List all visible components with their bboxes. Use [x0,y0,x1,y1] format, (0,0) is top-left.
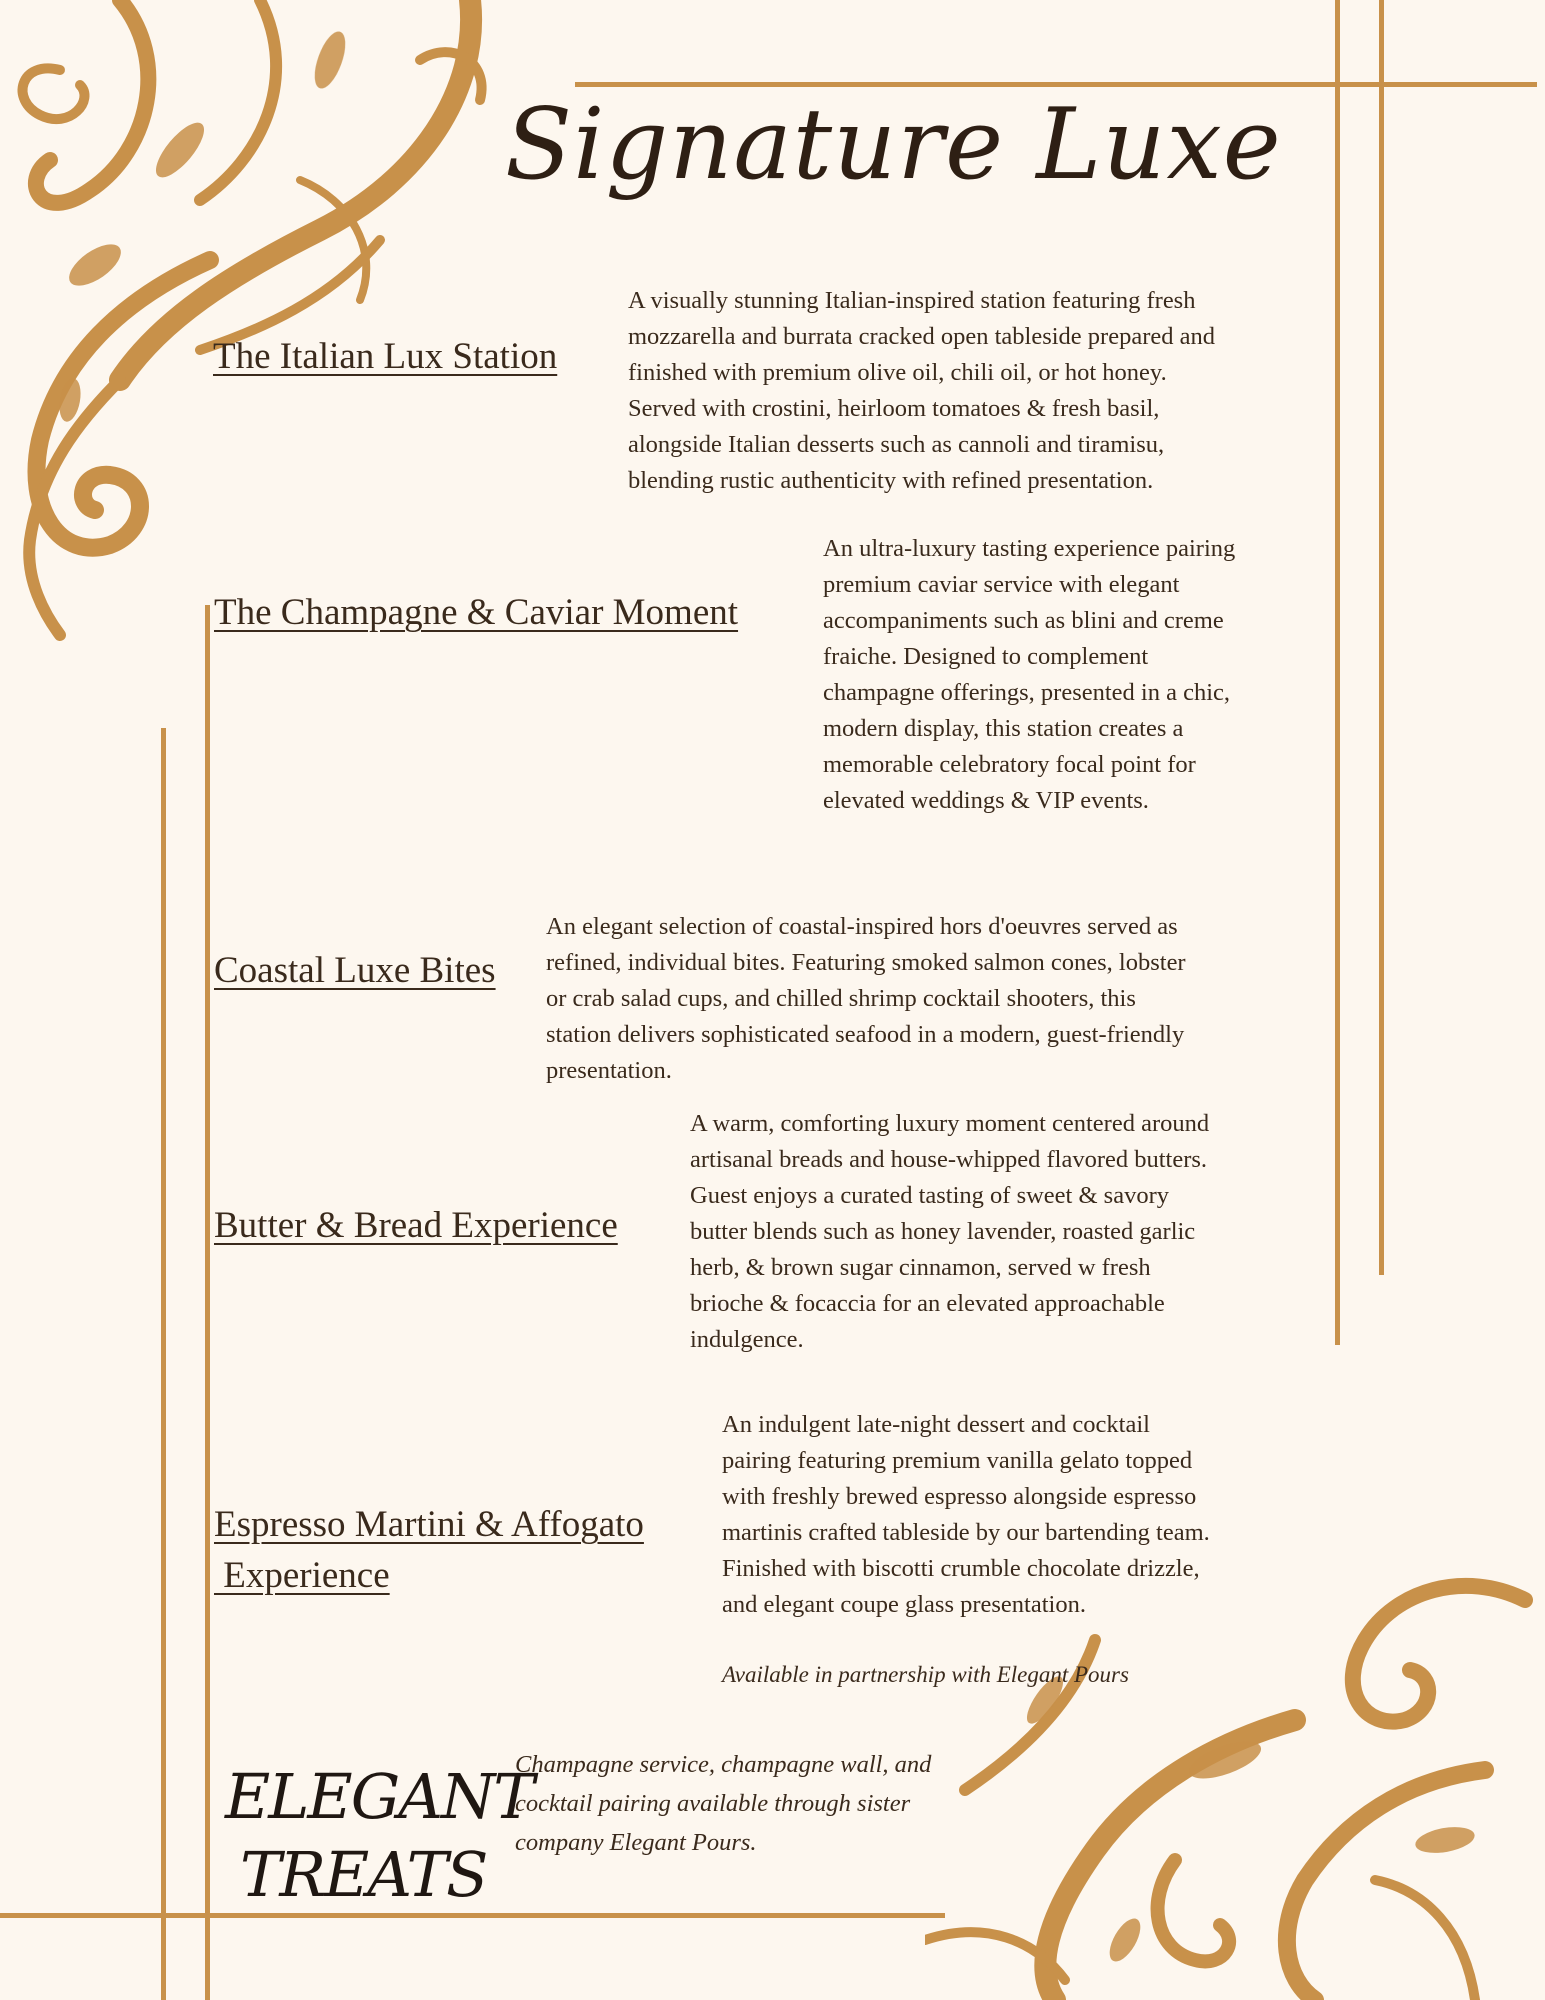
desc-line: alongside Italian desserts such as cannoli and tiramisu, [628,431,1165,458]
desc-line: elevated weddings & VIP events. [823,787,1149,814]
desc-line: artisanal breads and house-whipped flavored butters. [690,1146,1208,1173]
desc-line: and elegant coupe glass presentation. [722,1591,1086,1618]
desc-line: accompaniments such as blini and creme [823,607,1224,634]
desc-line: Guest enjoys a curated tasting of sweet & savory [690,1182,1169,1209]
station-heading-espresso-line1: Espresso Martini & Affogato [214,1504,644,1545]
logo-line-elegant: ELEGANT [225,1760,533,1833]
desc-line: premium caviar service with elegant [823,571,1180,598]
footer-note [515,1745,931,1862]
desc-line: memorable celebratory focal point for [823,751,1196,778]
desc-line: An ultra-luxury tasting experience pairing [823,535,1236,562]
station-desc-coastal [546,909,1186,1089]
desc-line: martinis crafted tableside by our bartending team. [722,1519,1210,1546]
partnership-note: Available in partnership with Elegant Pours [722,1662,1129,1687]
desc-line: A visually stunning Italian-inspired station featuring fresh [628,287,1196,314]
right-rule-outer [1379,0,1384,1275]
desc-line: finished with premium olive oil, chili oil, or hot honey. [628,359,1167,386]
bottom-rule [0,1913,945,1918]
desc-line: mozzarella and burrata cracked open tableside prepared and [628,323,1215,350]
footer-line: Champagne service, champagne wall, and [515,1751,932,1778]
desc-line: champagne offerings, presented in a chic, [823,679,1231,706]
desc-line: with freshly brewed espresso alongside espresso [722,1483,1197,1510]
desc-line: A warm, comforting luxury moment centered around [690,1110,1210,1137]
station-heading-italian: The Italian Lux Station [213,336,558,377]
desc-line: An indulgent late-night dessert and cocktail [722,1411,1150,1438]
desc-line: modern display, this station creates a [823,715,1184,742]
top-rule [575,82,1537,87]
desc-line: presentation. [546,1057,672,1084]
station-heading-champagne: The Champagne & Caviar Moment [214,592,739,633]
left-rule-inner [205,605,210,2000]
logo-line-treats: TREATS [240,1838,487,1911]
station-desc-champagne [823,531,1235,819]
station-desc-espresso [722,1407,1210,1623]
desc-line: Served with crostini, heirloom tomatoes & fresh basil, [628,395,1160,422]
footer-line: cocktail pairing available through sister [515,1790,911,1817]
left-rule-outer [161,728,166,2000]
desc-line: herb, & brown sugar cinnamon, served w fresh [690,1254,1151,1281]
station-heading-espresso-line2: Experience [214,1555,390,1596]
desc-line: An elegant selection of coastal-inspired hors d'oeuvres served as [546,913,1178,940]
station-desc-butter-bread [690,1106,1209,1358]
desc-line: or crab salad cups, and chilled shrimp cocktail shooters, this [546,985,1136,1012]
desc-line: fraiche. Designed to complement [823,643,1149,670]
station-heading-butter-bread: Butter & Bread Experience [214,1205,618,1246]
desc-line: brioche & focaccia for an elevated approachable [690,1290,1165,1317]
desc-line: station delivers sophisticated seafood in a modern, guest-friendly [546,1021,1185,1048]
desc-line: butter blends such as honey lavender, roasted garlic [690,1218,1196,1245]
desc-line: pairing featuring premium vanilla gelato topped [722,1447,1193,1474]
desc-line: indulgence. [690,1326,804,1353]
footer-line: company Elegant Pours. [515,1829,757,1856]
page-title: Signature Luxe [505,88,1282,202]
station-desc-italian [628,283,1215,499]
scroll-ornament-bottom-right [925,1560,1545,2000]
desc-line: refined, individual bites. Featuring smoked salmon cones, lobster [546,949,1186,976]
desc-line: Finished with biscotti crumble chocolate drizzle, [722,1555,1200,1582]
scroll-ornament-top-left [0,0,500,650]
station-heading-coastal: Coastal Luxe Bites [214,950,496,991]
right-rule-inner [1335,0,1340,1345]
desc-line: blending rustic authenticity with refined presentation. [628,467,1154,494]
